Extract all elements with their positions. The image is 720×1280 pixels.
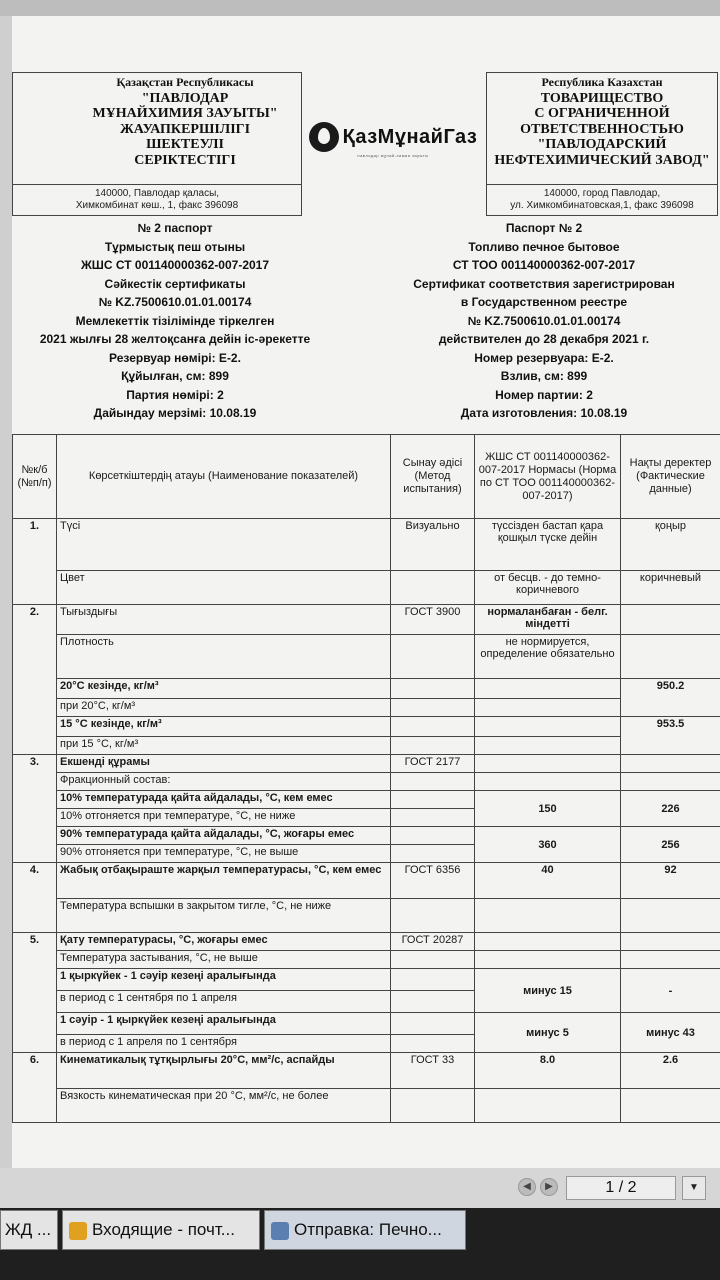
empty-cell — [391, 1035, 475, 1053]
ru-address-line: ул. Химкомбинатовская,1, факс 396098 — [510, 200, 694, 211]
indicator-kz: Кинематикалық тұтқырлығы 20°С, мм²/с, аспайды — [57, 1053, 391, 1089]
ru-org-block — [486, 72, 718, 185]
kz-org-line: МҰНАЙХИМИЯ ЗАУЫТЫ" — [92, 106, 278, 121]
sub-indicator-ru: в период с 1 сентября по 1 апреля — [57, 991, 391, 1013]
sub-indicator-ru: в период с 1 апреля по 1 сентября — [57, 1035, 391, 1053]
passport-ru-line: Сертификат соответствия зарегистрирован — [413, 276, 675, 291]
test-method: ГОСТ 6356 — [391, 863, 475, 899]
row-num: 2. — [13, 605, 57, 755]
ru-org-line: "ПАВЛОДАРСКИЙ — [537, 137, 667, 152]
kz-address-line: 140000, Павлодар қаласы, — [94, 188, 220, 199]
table-row — [13, 827, 720, 845]
empty-cell — [391, 635, 475, 679]
sub-indicator-kz: 90% температурада қайта айдалады, °С, жоғары емес — [57, 827, 391, 845]
indicator-kz: Түсі — [57, 519, 391, 571]
empty-cell — [475, 773, 621, 791]
passport-ru-line: Номер резервуара: Е-2. — [474, 350, 614, 365]
empty-cell — [475, 951, 621, 969]
actual-value: 226 — [621, 791, 720, 827]
ru-org-line: ОТВЕТСТВЕННОСТЬЮ — [520, 121, 684, 137]
table-row — [13, 1053, 720, 1089]
passport-kz-line: Құйылған, см: 899 — [121, 369, 229, 383]
indicator-ru: Фракционный состав: — [57, 773, 391, 791]
passport-info-kz — [20, 219, 330, 423]
passport-kz-line: Мемлекеттік тізілімінде тіркелген — [75, 313, 275, 328]
empty-cell — [391, 791, 475, 809]
row-num: 1. — [13, 519, 57, 605]
empty-cell — [621, 1089, 720, 1123]
actual-value: 92 — [621, 863, 720, 899]
table-header-row — [13, 435, 720, 519]
indicator-kz: Екшенді құрамы — [57, 755, 391, 773]
empty-cell — [475, 933, 621, 951]
test-method: ГОСТ 3900 — [391, 605, 475, 635]
table-row — [13, 899, 720, 933]
passport-ru-line: Номер партии: 2 — [495, 387, 593, 402]
empty-cell — [621, 899, 720, 933]
sub-indicator-kz: 20°С кезінде, кг/м³ — [57, 679, 391, 699]
chevron-down-icon[interactable]: ▼ — [682, 1176, 706, 1200]
taskbar-item[interactable] — [0, 1210, 58, 1250]
row-num: 6. — [13, 1053, 57, 1123]
sub-indicator-kz: 1 сәуір - 1 қыркүйек кезеңі аралығында — [57, 1013, 391, 1035]
passport-kz-line: № KZ.7500610.01.01.00174 — [98, 295, 252, 309]
taskbar-label: Отправка: Печно... — [294, 1220, 442, 1239]
norm-kz: нормаланбаған - белг. міндетті — [475, 605, 621, 635]
empty-cell — [391, 809, 475, 827]
passport-kz-line: № 2 паспорт — [137, 221, 213, 235]
empty-cell — [621, 755, 720, 773]
flame-logo-icon — [309, 122, 339, 152]
indicator-kz: Тығыздығы — [57, 605, 391, 635]
table-row — [13, 519, 720, 571]
empty-cell — [621, 605, 720, 635]
send-mail-icon — [271, 1222, 289, 1240]
indicator-ru: Вязкость кинематическая при 20 °С, мм²/с, не более — [57, 1089, 391, 1123]
passport-kz-line: ЖШС СТ 001140000362-007-2017 — [80, 258, 270, 272]
viewer-top-strip — [0, 0, 720, 16]
norm-ru: не нормируется, определение обязательно — [475, 635, 621, 679]
empty-cell — [621, 933, 720, 951]
taskbar-item-send[interactable] — [264, 1210, 466, 1250]
table-row — [13, 755, 720, 773]
table-row — [13, 791, 720, 809]
sub-indicator-ru: при 20°С, кг/м³ — [57, 699, 391, 717]
sub-indicator-kz: 15 °С кезінде, кг/м³ — [57, 717, 391, 737]
sub-indicator-kz: 10% температурада қайта айдалады, °С, кем емес — [57, 791, 391, 809]
test-method: ГОСТ 2177 — [391, 755, 475, 773]
kz-org-block — [12, 72, 302, 185]
col-header-norm: ЖШС СТ 001140000362-007-2017 Нормасы (Норма по СТ ТОО 001140000362-007-2017) — [475, 435, 621, 519]
passport-kz-line: Партия нөмірі: 2 — [126, 387, 224, 402]
row-num: 3. — [13, 755, 57, 863]
taskbar — [0, 1208, 720, 1280]
passport-ru-line: Взлив, см: 899 — [500, 369, 588, 383]
test-method: Визуально — [391, 519, 475, 571]
table-row — [13, 635, 720, 679]
table-row — [13, 699, 720, 717]
kz-org-line: Қазақстан Республикасы — [116, 75, 254, 89]
norm-value: 360 — [475, 827, 621, 863]
table-row — [13, 571, 720, 605]
empty-cell — [475, 737, 621, 755]
empty-cell — [391, 991, 475, 1013]
col-header-name: Көрсеткіштердің атауы (Наименование показателей) — [57, 435, 391, 519]
sub-indicator-ru: 90% отгоняется при температуре, °С, не выше — [57, 845, 391, 863]
norm-value: минус 5 — [475, 1013, 621, 1053]
passport-kz-line: Резервуар нөмірі: Е-2. — [109, 350, 241, 365]
table-row — [13, 863, 720, 899]
kz-org-line: ЖАУАПКЕРШІЛІГІ — [119, 121, 251, 137]
passport-ru-line: в Государственном реестре — [460, 295, 628, 309]
empty-cell — [391, 1089, 475, 1123]
empty-cell — [391, 571, 475, 605]
passport-ru-line: Паспорт № 2 — [505, 221, 583, 235]
empty-cell — [391, 699, 475, 717]
company-logo — [300, 88, 486, 192]
indicator-kz: Қату температурасы, °С, жоғары емес — [57, 933, 391, 951]
taskbar-label: Входящие - почт... — [92, 1220, 235, 1239]
taskbar-item-inbox[interactable] — [62, 1210, 260, 1250]
empty-cell — [391, 845, 475, 863]
table-row — [13, 773, 720, 791]
col-header-method: Сынау әдісі (Метод испытания) — [391, 435, 475, 519]
empty-cell — [475, 1089, 621, 1123]
passport-ru-line: № KZ.7500610.01.01.00174 — [467, 313, 621, 328]
actual-value: - — [621, 969, 720, 1013]
empty-cell — [391, 737, 475, 755]
table-row — [13, 679, 720, 699]
kz-org-line: СЕРІКТЕСТІГІ — [134, 152, 236, 168]
passport-ru-line: действителен до 28 декабря 2021 г. — [438, 332, 650, 346]
col-header-actual: Нақты деректер (Фактические данные) — [621, 435, 720, 519]
passport-kz-line: 2021 жылғы 28 желтоқсанға дейін іс-әрекетте — [39, 332, 311, 346]
prev-page-icon[interactable]: ◀ — [518, 1178, 536, 1196]
passport-ru-line: Топливо печное бытовое — [468, 239, 620, 254]
table-row — [13, 1013, 720, 1035]
actual-value: минус 43 — [621, 1013, 720, 1053]
sub-indicator-kz: 1 қыркүйек - 1 сәуір кезеңі аралығында — [57, 969, 391, 991]
viewer-toolbar — [0, 1168, 720, 1208]
indicator-ru: Температура застывания, °С, не выше — [57, 951, 391, 969]
passport-ru-line: Дата изготовления: 10.08.19 — [460, 406, 628, 420]
table-row — [13, 737, 720, 755]
empty-cell — [475, 899, 621, 933]
kz-org-line: ШЕКТЕУЛІ — [146, 137, 224, 152]
sub-indicator-ru: 10% отгоняется при температуре, °С, не ниже — [57, 809, 391, 827]
indicator-ru: Плотность — [57, 635, 391, 679]
document-header — [12, 72, 720, 232]
page-indicator[interactable]: 1 / 2 — [566, 1176, 676, 1200]
logo-subtitle: павлодар мұнай-химия зауыты — [357, 153, 429, 158]
norm-value: 150 — [475, 791, 621, 827]
table-row — [13, 969, 720, 991]
norm-ru: от бесцв. - до темно-коричневого — [475, 571, 621, 605]
passport-kz-line: Дайындау мерзімі: 10.08.19 — [93, 406, 257, 420]
ru-org-line: НЕФТЕХИМИЧЕСКИЙ ЗАВОД" — [494, 152, 710, 168]
ru-org-line: С ОГРАНИЧЕННОЙ — [534, 106, 670, 121]
empty-cell — [391, 951, 475, 969]
actual-kz: қоңыр — [621, 519, 720, 571]
indicator-ru: Цвет — [57, 571, 391, 605]
empty-cell — [621, 773, 720, 791]
empty-cell — [391, 717, 475, 737]
mail-app-icon — [69, 1222, 87, 1240]
empty-cell — [391, 773, 475, 791]
test-method: ГОСТ 20287 — [391, 933, 475, 951]
col-header-num: №к/б (№п/п) — [13, 435, 57, 519]
empty-cell — [475, 755, 621, 773]
test-method: ГОСТ 33 — [391, 1053, 475, 1089]
actual-value: 2.6 — [621, 1053, 720, 1089]
table-row — [13, 933, 720, 951]
kz-address-line: Химкомбинат көш., 1, факс 396098 — [75, 200, 239, 211]
next-page-icon[interactable]: ▶ — [540, 1178, 558, 1196]
ru-address-block — [486, 184, 718, 216]
kz-address-block — [12, 184, 302, 216]
passport-ru-line: СТ ТОО 001140000362-007-2017 — [452, 258, 636, 272]
indicator-kz: Жабық отбақыраште жарқыл температурасы, °С, кем емес — [57, 863, 391, 899]
passport-info-ru — [384, 219, 704, 423]
document-page — [12, 16, 720, 1168]
actual-ru: коричневый — [621, 571, 720, 605]
norm-value: минус 15 — [475, 969, 621, 1013]
indicators-table — [12, 434, 720, 1123]
table-row — [13, 951, 720, 969]
table-row — [13, 1089, 720, 1123]
empty-cell — [621, 951, 720, 969]
table-row — [13, 717, 720, 737]
passport-kz-line: Сәйкестік сертификаты — [104, 276, 246, 291]
empty-cell — [391, 899, 475, 933]
ru-address-line: 140000, город Павлодар, — [543, 188, 661, 199]
actual-value: 953.5 — [621, 717, 720, 755]
empty-cell — [475, 717, 621, 737]
passport-kz-line: Тұрмыстық пеш отыны — [104, 239, 246, 254]
empty-cell — [391, 1013, 475, 1035]
actual-value: 950.2 — [621, 679, 720, 717]
empty-cell — [391, 827, 475, 845]
ru-org-line: Республика Казахстан — [541, 75, 663, 89]
sub-indicator-ru: при 15 °С, кг/м³ — [57, 737, 391, 755]
empty-cell — [475, 699, 621, 717]
actual-value: 256 — [621, 827, 720, 863]
empty-cell — [391, 679, 475, 699]
indicator-ru: Температура вспышки в закрытом тигле, °С, не ниже — [57, 899, 391, 933]
row-num: 5. — [13, 933, 57, 1053]
table-row — [13, 605, 720, 635]
kz-org-line: "ПАВЛОДАР — [141, 90, 229, 106]
empty-cell — [475, 679, 621, 699]
ru-org-line: ТОВАРИЩЕСТВО — [540, 90, 664, 106]
norm-value: 40 — [475, 863, 621, 899]
empty-cell — [391, 969, 475, 991]
row-num: 4. — [13, 863, 57, 933]
norm-value: 8.0 — [475, 1053, 621, 1089]
taskbar-label: ЖД ... — [5, 1220, 52, 1239]
logo-text: ҚазМұнайГаз — [342, 125, 478, 148]
empty-cell — [621, 635, 720, 679]
norm-kz: түссізден бастап қара қошқыл түске дейін — [475, 519, 621, 571]
